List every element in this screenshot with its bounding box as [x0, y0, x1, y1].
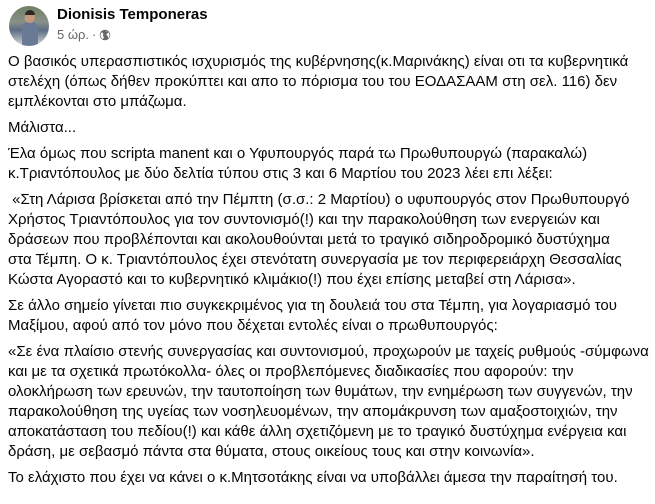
avatar-figure-body	[22, 22, 38, 46]
text-line: παρακολούθηση της υγείας των νοσηλευομένων, την απομάκρυνση των αμαξοστοιχιών, την	[8, 403, 618, 420]
post-header	[0, 0, 655, 50]
post-meta	[57, 27, 111, 42]
post-time[interactable]: 5 ώρ.	[57, 27, 89, 42]
post-body	[8, 52, 653, 494]
globe-icon[interactable]	[99, 29, 111, 41]
avatar[interactable]	[9, 6, 49, 46]
paragraph-scripta-manent	[8, 144, 653, 184]
text-line: στελέχη (όπως δήθεν προκύπτει και απο το πόρισμα του του ΕΟΔΑΣΑΑΜ στη σελ. 116) δεν	[8, 73, 618, 90]
text-line: ολοκλήρωση των ερευνών, την ταυτοποίηση των θυμάτων, την ενημέρωση των συγγενών, την	[8, 383, 633, 400]
text-line: Το ελάχιστο που έχει να κάνει ο κ.Μητσοτάκης είναι να υποβάλλει άμεσα την παραίτησή του.	[8, 469, 618, 486]
paragraph-other-point	[8, 296, 653, 336]
text-line: Μάλιστα...	[8, 119, 77, 136]
text-line: Σε άλλο σημείο γίνεται πιο συγκεκριμένος για τη δουλειά του στα Τέμπη, για λογαριασμό του	[8, 297, 617, 314]
paragraph-quote-1	[8, 190, 653, 290]
paragraph-conclusion	[8, 468, 653, 488]
text-line: αποκατάσταση του πεδίου(!) και κάθε άλλη σχετιζόμενη με το τραγικό δυστύχημα ενέργεια και	[8, 423, 627, 440]
text-line: Ο βασικός υπερασπιστικός ισχυρισμός της κυβέρνησης(κ.Μαρινάκης) είναι οτι τα κυβερνητικά	[8, 53, 629, 70]
text-line: Έλα όμως που scripta manent και ο Υφυπουργός παρά τω Πρωθυπουργώ (παρακαλώ)	[8, 145, 588, 162]
meta-separator: ·	[92, 27, 97, 42]
text-line: δράση, με σεβασμό πάντα στα θύματα, στους οικείους τους και στην κοινωνία».	[8, 443, 535, 460]
text-line: «Σε ένα πλαίσιο στενής συνεργασίας και συντονισμού, προχωρούν με ταχείς ρυθμούς -σύμφωνα	[8, 343, 649, 360]
paragraph-quote-2	[8, 342, 653, 462]
text-line: εμπλέκονται στο μπάζωμα.	[8, 93, 187, 110]
text-line: Μαξίμου, αφού από τον μόνο που δέχεται εντολές είναι ο πρωθυπουργός:	[8, 317, 498, 334]
text-line: στα Τέμπη. Ο κ. Τριαντόπουλος έχει στενότατη συνεργασία με τον περιφερειάρχη Θεσσαλίας	[8, 251, 622, 268]
paragraph-intro	[8, 52, 653, 112]
text-line: δράσεων που προβλέπονται και ακολουθούνται μετά το τραγικό σιδηροδρομικό δυστύχημα	[8, 231, 610, 248]
text-line: Χρήστος Τριαντόπουλος για τον συντονισμό(!) και την παρακολούθηση των ενεργειών και	[8, 211, 600, 228]
text-line: «Στη Λάρισα βρίσκεται από την Πέμπτη (σ.σ.: 2 Μαρτίου) ο υφυπουργός στον Πρωθυπουργό	[8, 191, 630, 208]
avatar-figure-hair	[25, 10, 35, 15]
text-line: κ.Τριαντόπουλος με δύο δελτία τύπου στις 3 και 6 Μαρτίου του 2023 λέει επι λέξει:	[8, 165, 553, 182]
text-line: και με τα σχετικά πρωτόκολλα- όλες οι προβλεπόμενες διαδικασίες που αφορούν: την	[8, 363, 574, 380]
text-line: Κώστα Αγοραστό και το κυβερνητικό κλιμάκιο(!) που έχει επίσης μεταβεί στη Λάρισα».	[8, 271, 576, 288]
paragraph-malista	[8, 118, 653, 138]
author-name[interactable]: Dionisis Temponeras	[57, 6, 208, 23]
